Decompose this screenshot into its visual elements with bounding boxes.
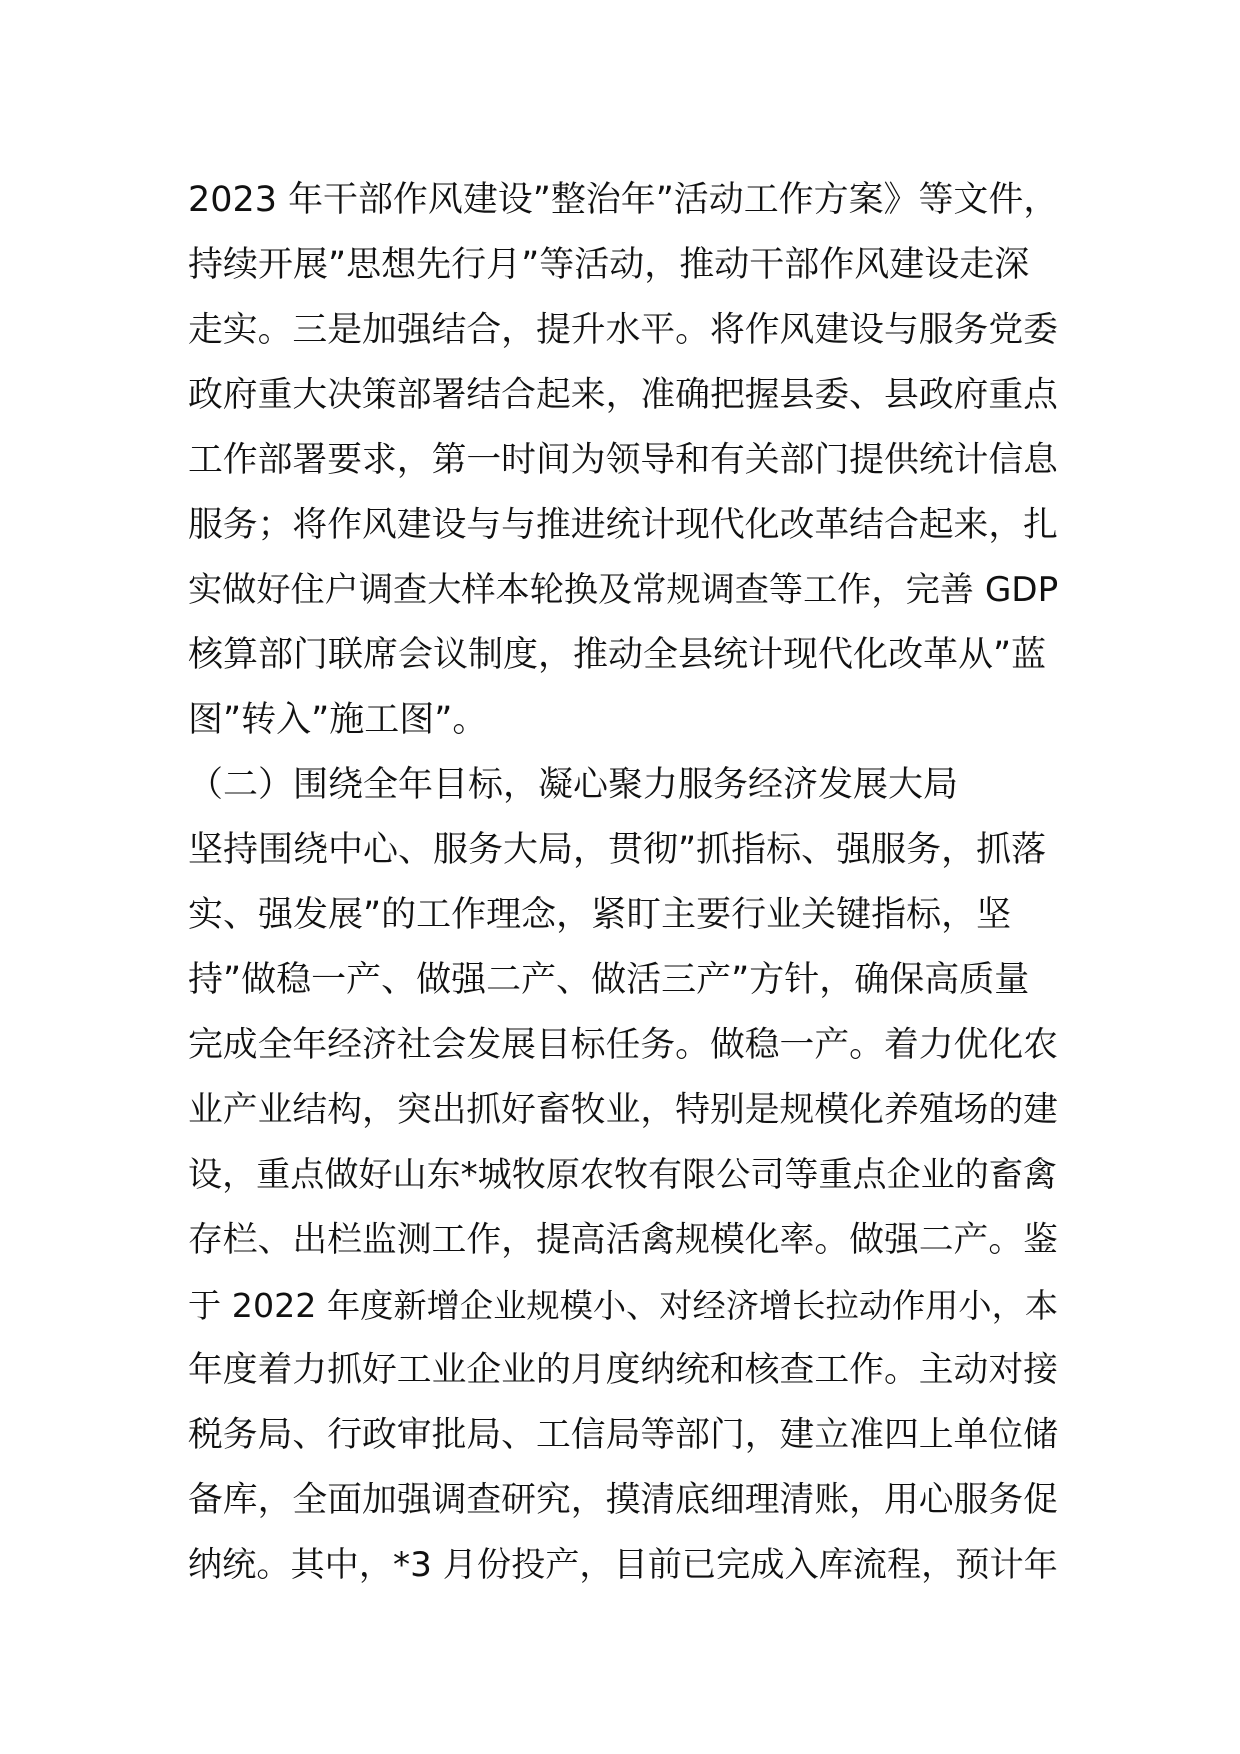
text-line: 工作部署要求，第一时间为领导和有关部门提供统计信息	[188, 440, 1058, 480]
text-line: 业产业结构，突出抓好畜牧业，特别是规模化养殖场的建	[188, 1090, 1058, 1130]
text-line: 设，重点做好山东*城牧原农牧有限公司等重点企业的畜禽	[188, 1155, 1057, 1195]
text-line: 图”转入”施工图”。	[188, 700, 488, 740]
text-line: 完成全年经济社会发展目标任务。做稳一产。着力优化农	[188, 1025, 1058, 1065]
text-line: 持”做稳一产、做强二产、做活三产”方针，确保高质量	[188, 960, 1030, 1000]
text-line: 税务局、行政审批局、工信局等部门，建立准四上单位储	[188, 1415, 1058, 1455]
section-heading: （二）围绕全年目标，凝心聚力服务经济发展大局	[188, 765, 959, 805]
text-line: 纳统。其中，*3 月份投产，目前已完成入库流程，预计年	[188, 1545, 1058, 1585]
text-line: 坚持围绕中心、服务大局，贯彻”抓指标、强服务，抓落	[188, 830, 1047, 870]
text-line: 存栏、出栏监测工作，提高活禽规模化率。做强二产。鉴	[188, 1220, 1058, 1260]
text-line: 走实。三是加强结合，提升水平。将作风建设与服务党委	[188, 310, 1058, 350]
text-line: 于 2022 年度新增企业规模小、对经济增长拉动作用小，本	[188, 1286, 1059, 1325]
text-line: 核算部门联席会议制度，推动全县统计现代化改革从”蓝	[188, 635, 1047, 675]
text-line: 备库，全面加强调查研究，摸清底细理清账，用心服务促	[188, 1480, 1058, 1520]
text-line: 实、强发展”的工作理念，紧盯主要行业关键指标，坚	[188, 895, 1012, 935]
text-line: 政府重大决策部署结合起来，准确把握县委、县政府重点	[188, 375, 1058, 415]
text-line: 持续开展”思想先行月”等活动，推动干部作风建设走深	[188, 245, 1030, 285]
text-line: 服务；将作风建设与与推进统计现代化改革结合起来，扎	[188, 505, 1058, 545]
document-body	[188, 168, 1058, 1598]
text-line: 实做好住户调查大样本轮换及常规调查等工作，完善 GDP	[188, 570, 1059, 610]
text-line: 2023 年干部作风建设”整治年”活动工作方案》等文件，	[188, 180, 1059, 220]
text-line: 年度着力抓好工业企业的月度纳统和核查工作。主动对接	[188, 1350, 1058, 1390]
